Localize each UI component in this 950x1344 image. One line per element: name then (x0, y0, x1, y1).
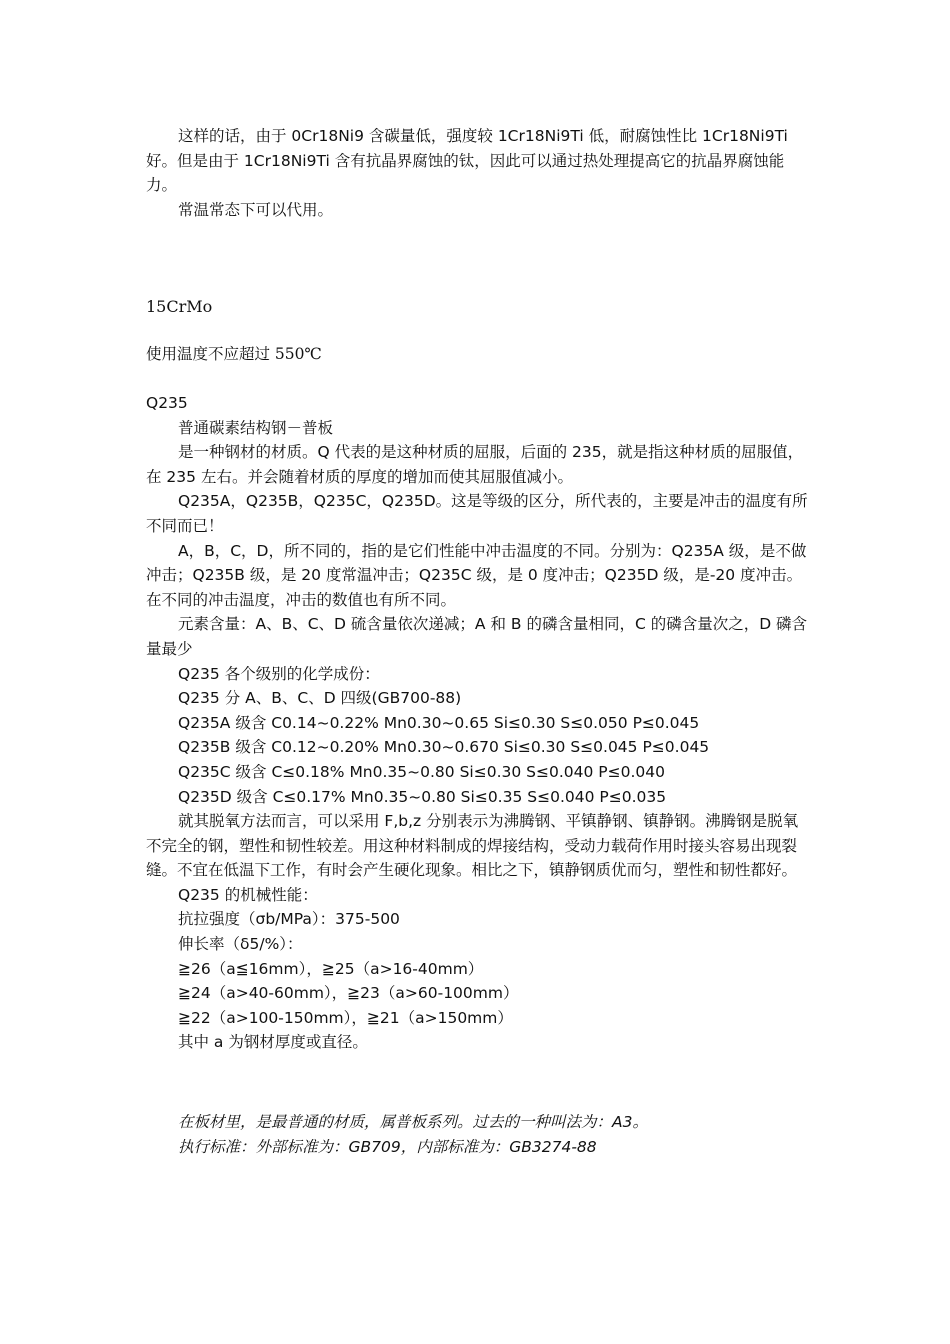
q235-chemical-line: Q235D 级含 C≤0.17% Mn0.35~0.80 Si≤0.35 S≤0.040 P≤0.035 (178, 787, 667, 806)
q235-mechanical-line: 抗拉强度（σb/MPa）：375-500 (178, 910, 400, 929)
q235-mechanical-line: Q235 的机械性能： (178, 885, 318, 904)
q235-section (146, 391, 812, 1055)
crmo-section (146, 295, 812, 320)
crmo-heading: 15CrMo (146, 297, 213, 316)
q235-italic-line: 在板材里，是最普通的材质，属普板系列。过去的一种叫法为：A3。 (178, 1113, 648, 1131)
q235-definition-paragraph: 是一种钢材的材质。Q 代表的是这种材质的屈服，后面的 235，就是指这种材质的屈服值，在 235 左右。并会随着材质的厚度的增加而使其屈服值减小。 (146, 443, 804, 486)
q235-mechanical-line: 伸长率（δ5/%）： (178, 935, 303, 954)
q235-italic-line: 执行标准：外部标准为：GB709，内部标准为：GB3274-88 (178, 1137, 597, 1156)
q235-chemical-line: Q235 分 A、B、C、D 四级(GB700-88) (178, 689, 462, 708)
q235-heading: Q235 (146, 394, 188, 412)
q235-mechanical-line: 其中 a 为钢材厚度或直径。 (178, 1033, 368, 1052)
crmo-note-block (146, 342, 812, 367)
substitution-note: 常温常态下可以代用。 (178, 200, 334, 219)
q235-mechanical-line: ≧26（a≦16mm），≧25（a>16-40mm） (178, 959, 484, 978)
q235-deoxidation-paragraph: 就其脱氧方法而言，可以采用 F,b,z 分别表示为沸腾钢、平镇静钢、镇静钢。沸腾钢是脱氧不完全的钢，塑性和韧性较差。用这种材料制成的焊接结构，受动力载荷作用时接头容易出现裂缝。不宜在低温下工作，有时会产生硬化现象。相比之下，镇静钢质优而匀，塑性和韧性都好。 (146, 812, 799, 880)
q235-chemical-line: Q235A 级含 C0.14~0.22% Mn0.30~0.65 Si≤0.30 S≤0.050 P≤0.045 (178, 713, 700, 732)
q235-chemical-line: Q235C 级含 C≤0.18% Mn0.35~0.80 Si≤0.30 S≤0.040 P≤0.040 (178, 762, 665, 781)
intro-section (146, 124, 812, 222)
q235-mechanical-line: ≧22（a>100-150mm），≧21（a>150mm） (178, 1008, 513, 1027)
intro-paragraph: 这样的话，由于 0Cr18Ni9 含碳量低，强度较 1Cr18Ni9Ti 低，耐腐蚀性比 1Cr18Ni9Ti 好。但是由于 1Cr18Ni9Ti 含有抗晶界腐蚀的钛，因此可以通过热处理提高它的抗晶界腐蚀能力。 (146, 127, 788, 195)
q235-italic-notes (146, 1110, 812, 1159)
q235-impact-paragraph: A，B，C，D，所不同的，指的是它们性能中冲击温度的不同。分别为：Q235A 级，是不做冲击；Q235B 级，是 20 度常温冲击；Q235C 级，是 0 度冲击；Q235D 级，是-20 度冲击。在不同的冲击温度，冲击的数值也有所不同。 (146, 541, 807, 609)
crmo-temperature-note: 使用温度不应超过 550℃ (146, 345, 322, 363)
q235-subtitle: 普通碳素结构钢－普板 (178, 418, 334, 437)
q235-grades-paragraph: Q235A，Q235B，Q235C，Q235D。这是等级的区分，所代表的，主要是冲击的温度有所不同而已！ (146, 492, 808, 535)
q235-chemical-line: Q235B 级含 C0.12~0.20% Mn0.30~0.670 Si≤0.30 S≤0.045 P≤0.045 (178, 738, 710, 757)
q235-element-paragraph: 元素含量：A、B、C、D 硫含量依次递减；A 和 B 的磷含量相同，C 的磷含量次之，D 磷含量最少 (146, 615, 808, 658)
q235-chemical-title: Q235 各个级别的化学成份： (178, 664, 380, 683)
q235-mechanical-line: ≧24（a>40-60mm），≧23（a>60-100mm） (178, 984, 519, 1003)
